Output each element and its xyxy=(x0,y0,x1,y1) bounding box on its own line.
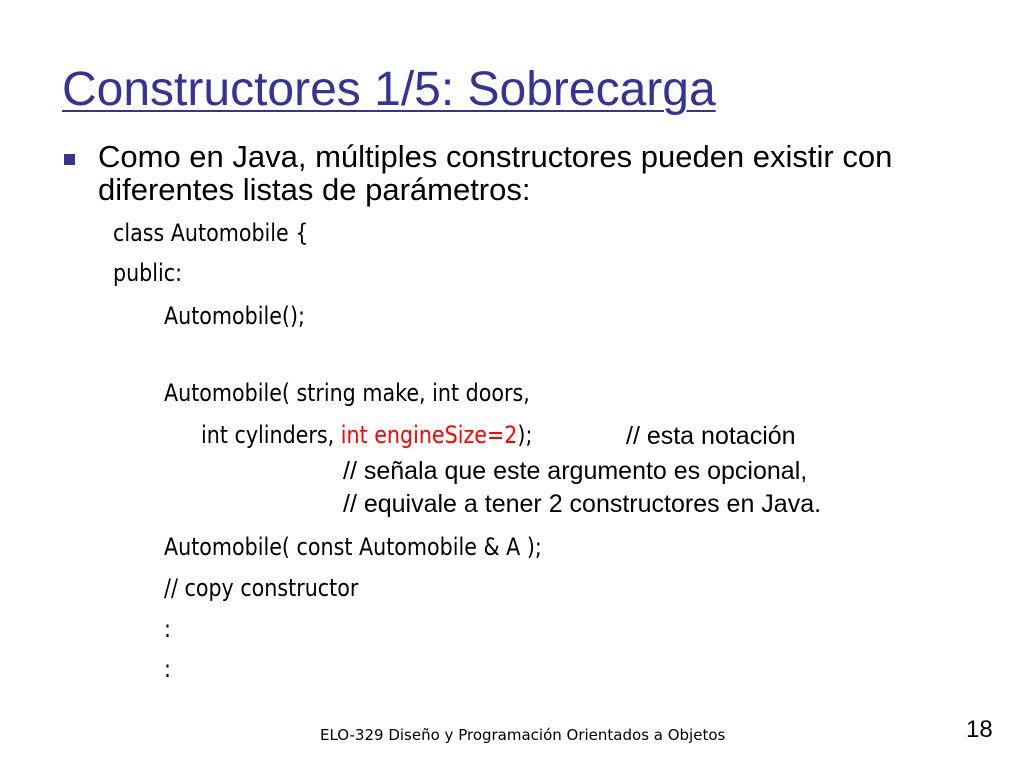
code-line-public: public: xyxy=(113,259,183,287)
code-line-class: class Automobile { xyxy=(113,219,309,247)
code-line-default-constructor: Automobile(); xyxy=(164,302,305,330)
comment-java-equivalent: // equivale a tener 2 constructores en Java. xyxy=(343,490,822,518)
code-line-cylinders xyxy=(201,421,532,449)
code-line-constructor-params: Automobile( string make, int doors, xyxy=(164,379,530,407)
bullet-text: Como en Java, múltiples constructores pueden existir con diferentes listas de parámetros: xyxy=(98,139,893,207)
code-line-ellipsis-2: : xyxy=(164,655,171,683)
bullet-icon xyxy=(64,154,75,165)
code-line-copy-constructor: Automobile( const Automobile & A ); xyxy=(164,533,542,561)
code-line-copy-comment: // copy constructor xyxy=(164,574,359,602)
comment-notation: // esta notación xyxy=(626,422,796,450)
comment-optional-arg: // señala que este argumento es opcional, xyxy=(343,457,808,485)
code-engine-size-highlight: int engineSize=2 xyxy=(340,421,518,449)
page-number: 18 xyxy=(966,716,993,743)
slide-title: Constructores 1/5: Sobrecarga xyxy=(62,63,716,116)
code-line-ellipsis-1: : xyxy=(164,615,171,643)
code-line-end: ); xyxy=(517,421,533,449)
slide-footer: ELO-329 Diseño y Programación Orientados a Objetos xyxy=(320,726,726,744)
code-cylinders-text: int cylinders, xyxy=(201,421,341,449)
